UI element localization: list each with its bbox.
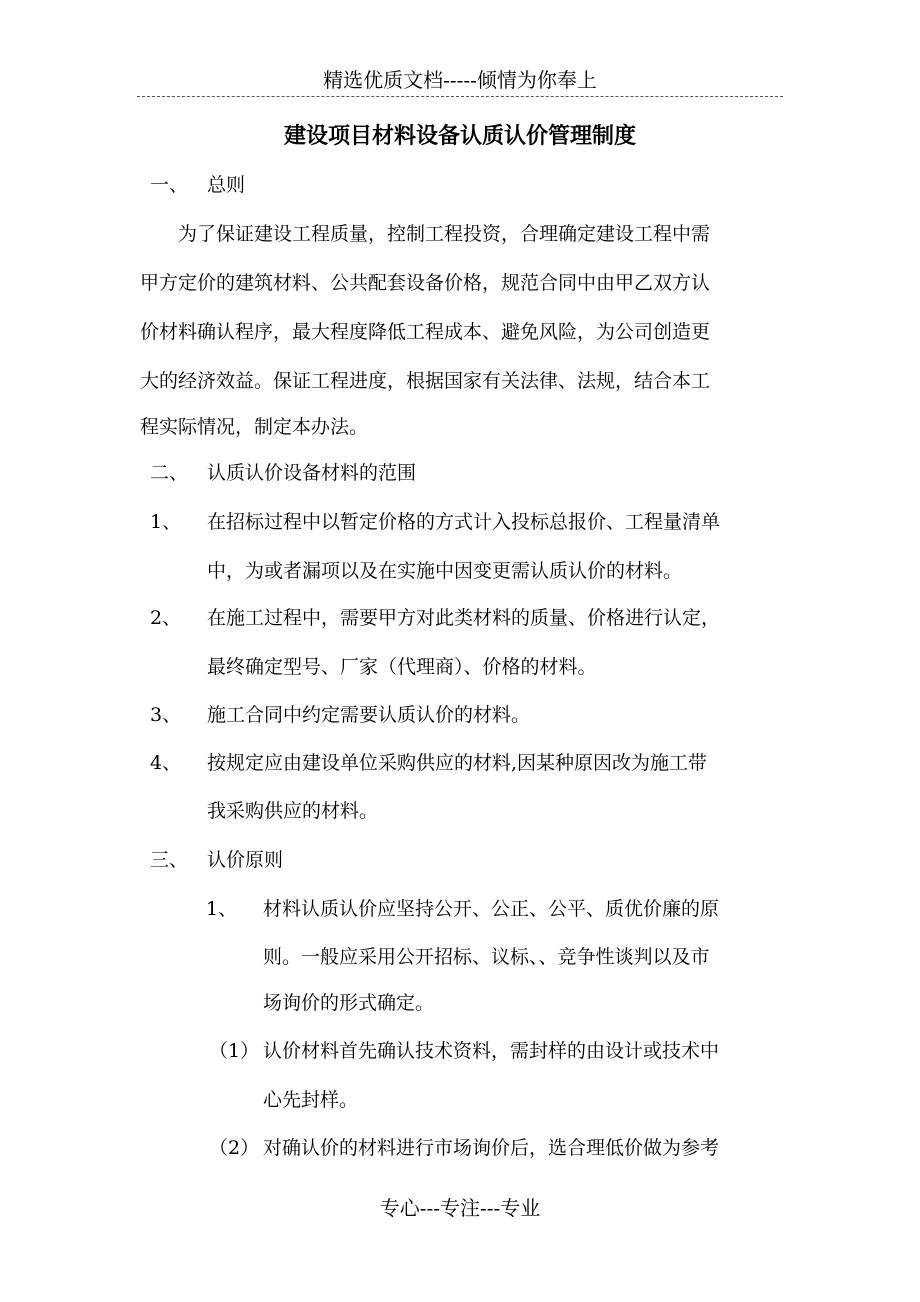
list-item-number: 4、 xyxy=(150,752,182,774)
section-1-number: 一、 xyxy=(150,174,189,196)
sub-item-text: 对确认价的材料进行市场询价后，选合理低价做为参考 xyxy=(263,1137,720,1159)
sub-item-text: 认价材料首先确认技术资料，需封样的由设计或技术中 xyxy=(263,1040,720,1062)
list-item-text: 按规定应由建设单位采购供应的材料,因某种原因改为施工带 xyxy=(207,752,708,774)
list-item-number: 1、 xyxy=(150,511,182,533)
list-item-text: 材料认质认价应坚持公开、公正、公平、质优价廉的原 xyxy=(263,898,720,920)
list-item-text: 则。一般应采用公开招标、议标、、竞争性谈判以及市 xyxy=(263,946,710,968)
section-1-heading: 总则 xyxy=(207,174,246,196)
paragraph-line: 甲方定价的建筑材料、公共配套设备价格，规范合同中由甲乙双方认 xyxy=(140,272,711,294)
paragraph-line: 为了保证建设工程质量，控制工程投资，合理确定建设工程中需 xyxy=(178,223,711,245)
page-header: 精选优质文档-----倾情为你奉上 xyxy=(323,68,597,92)
paragraph-line: 大的经济效益。保证工程进度，根据国家有关法律、法规，结合本工 xyxy=(140,370,711,392)
list-item-text: 我采购供应的材料。 xyxy=(207,800,379,822)
document-title: 建设项目材料设备认质认价管理制度 xyxy=(283,123,636,149)
section-3-heading: 认价原则 xyxy=(207,849,284,871)
section-2-heading: 认质认价设备材料的范围 xyxy=(207,462,417,484)
sub-item-text: 心先封样。 xyxy=(263,1089,359,1111)
section-3-number: 三、 xyxy=(150,849,189,871)
list-item-text: 最终确定型号、厂家（代理商）、价格的材料。 xyxy=(207,656,597,678)
paragraph-line: 程实际情况，制定本办法。 xyxy=(140,416,369,438)
list-item-text: 在施工过程中，需要甲方对此类材料的质量、价格进行认定， xyxy=(207,607,721,629)
page-footer: 专心---专注---专业 xyxy=(379,1196,541,1220)
header-divider xyxy=(137,96,783,97)
list-item-text: 在招标过程中以暂定价格的方式计入投标总报价、工程量清单 xyxy=(207,511,721,533)
sub-item-number: （2） xyxy=(209,1137,260,1159)
list-item-text: 场询价的形式确定。 xyxy=(263,992,435,1014)
list-item-number: 3、 xyxy=(150,704,182,726)
list-item-text: 施工合同中约定需要认质认价的材料。 xyxy=(207,704,531,726)
list-item-number: 2、 xyxy=(150,607,182,629)
sub-item-number: （1） xyxy=(209,1040,260,1062)
section-2-number: 二、 xyxy=(150,462,189,484)
list-item-number: 1、 xyxy=(206,898,238,920)
paragraph-line: 价材料确认程序，最大程度降低工程成本、避免风险，为公司创造更 xyxy=(140,321,711,343)
list-item-text: 中，为或者漏项以及在实施中因变更需认质认价的材料。 xyxy=(207,560,683,582)
